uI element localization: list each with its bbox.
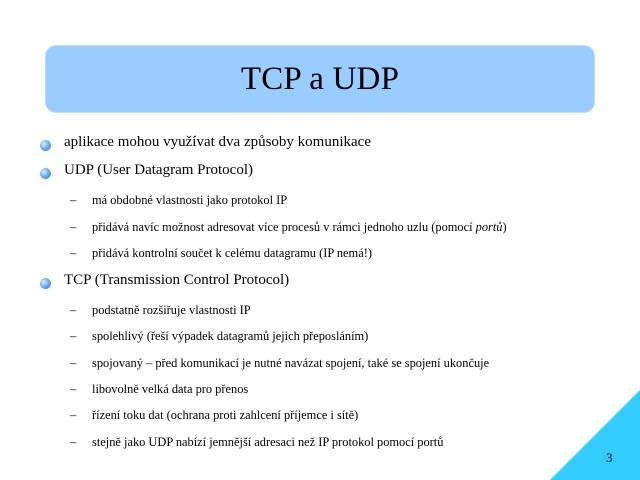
sub-bullet-text [92, 220, 507, 235]
bullet-icon [40, 168, 51, 179]
bullet-text: TCP (Transmission Control Protocol) [64, 272, 290, 288]
dash-icon: – [70, 329, 77, 343]
sub-bullet-italic-term: portů [475, 220, 503, 234]
bullet-text: aplikace mohou využívat dva způsoby komunikace [64, 134, 371, 150]
sub-bullet-text-part: ) [502, 220, 507, 234]
dash-icon: – [70, 246, 77, 260]
sub-bullet-text: má obdobné vlastnosti jako protokol IP [92, 193, 288, 207]
dash-icon: – [70, 193, 77, 207]
bullet-icon [40, 140, 51, 151]
sub-bullet-text: spolehlivý (řeší výpadek datagramů jejich přeposláním) [92, 329, 369, 343]
sub-bullet-text: přidává kontrolní součet k celému datagramu (IP nemá!) [92, 246, 372, 260]
slide-title: TCP a UDP [240, 60, 400, 97]
dash-icon: – [70, 408, 77, 422]
sub-bullet-text: libovolně velká data pro přenos [92, 382, 249, 396]
corner-accent [550, 390, 640, 480]
sub-bullet-text: stejně jako UDP nabízí jemnější adresaci než IP protokol pomocí portů [92, 435, 444, 449]
dash-icon: – [70, 382, 77, 396]
dash-icon: – [70, 220, 77, 234]
page-number: 3 [606, 450, 613, 465]
bullet-icon [40, 278, 51, 289]
dash-icon: – [70, 435, 77, 449]
dash-icon: – [70, 356, 77, 370]
sub-bullet-text: řízení toku dat (ochrana proti zahlcení příjemce i sítě) [92, 408, 359, 422]
sub-bullet-text: spojovaný – před komunikací je nutné navázat spojení, také se spojení ukončuje [92, 356, 490, 370]
sub-bullet-text-part: přidává navíc možnost adresovat více procesů v rámci jednoho uzlu (pomocí [92, 220, 476, 234]
dash-icon: – [70, 303, 77, 317]
bullet-text: UDP (User Datagram Protocol) [64, 162, 253, 178]
sub-bullet-text: podstatně rozšiřuje vlastnosti IP [92, 303, 251, 317]
